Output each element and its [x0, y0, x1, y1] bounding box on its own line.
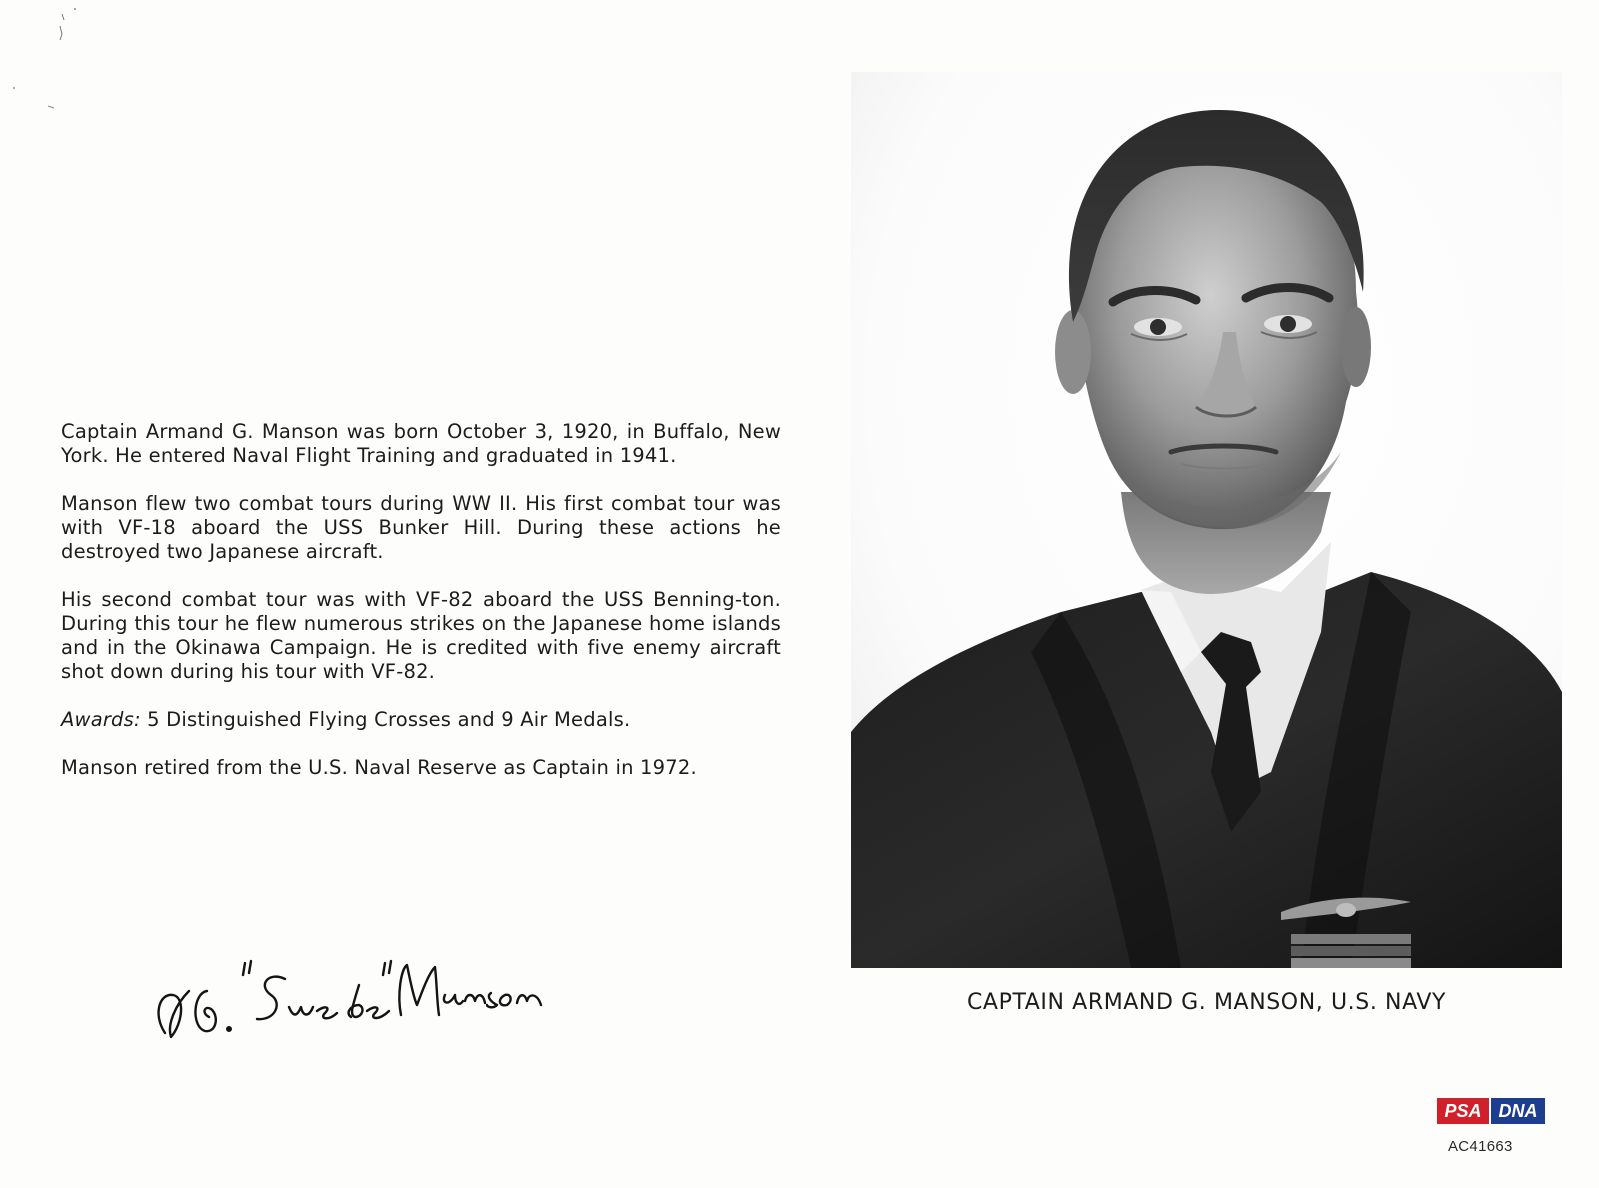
- portrait-photo: [851, 72, 1562, 968]
- paper-specks: [0, 0, 120, 140]
- svg-text:DNA: DNA: [1498, 1101, 1538, 1121]
- awards-text: 5 Distinguished Flying Crosses and 9 Air Medals.: [140, 708, 631, 731]
- awards-label: Awards:: [61, 708, 141, 731]
- bio-paragraph-second-tour: His second combat tour was with VF-82 aboard the USS Benning-ton. During this tour he flew numerous strikes on the Japanese home islands and in the Okinawa Campaign. He is credited with five enemy aircraft shot down during his tour with VF-82.: [61, 588, 781, 683]
- bio-retirement: Manson retired from the U.S. Naval Reserve as Captain in 1972.: [61, 756, 697, 779]
- bio-awards: [61, 708, 781, 732]
- portrait-caption: CAPTAIN ARMAND G. MANSON, U.S. NAVY: [966, 990, 1447, 1015]
- biography-text: [61, 420, 781, 804]
- bio-paragraph-birth: Captain Armand G. Manson was born October 3, 1920, in Buffalo, New York. He entered Naval Flight Training and graduated in 1941.: [61, 420, 781, 467]
- bio-paragraph-first-tour: Manson flew two combat tours during WW II. His first combat tour was with VF-18 aboard the USS Bunker Hill. During these actions he destroyed two Japanese aircraft.: [61, 492, 781, 563]
- handwritten-signature: [145, 945, 575, 1065]
- svg-text:PSA: PSA: [1444, 1101, 1482, 1121]
- psa-dna-logo: [1437, 1098, 1545, 1124]
- portrait-image: [851, 72, 1562, 968]
- authentication-cert-number: AC41663: [1448, 1138, 1513, 1155]
